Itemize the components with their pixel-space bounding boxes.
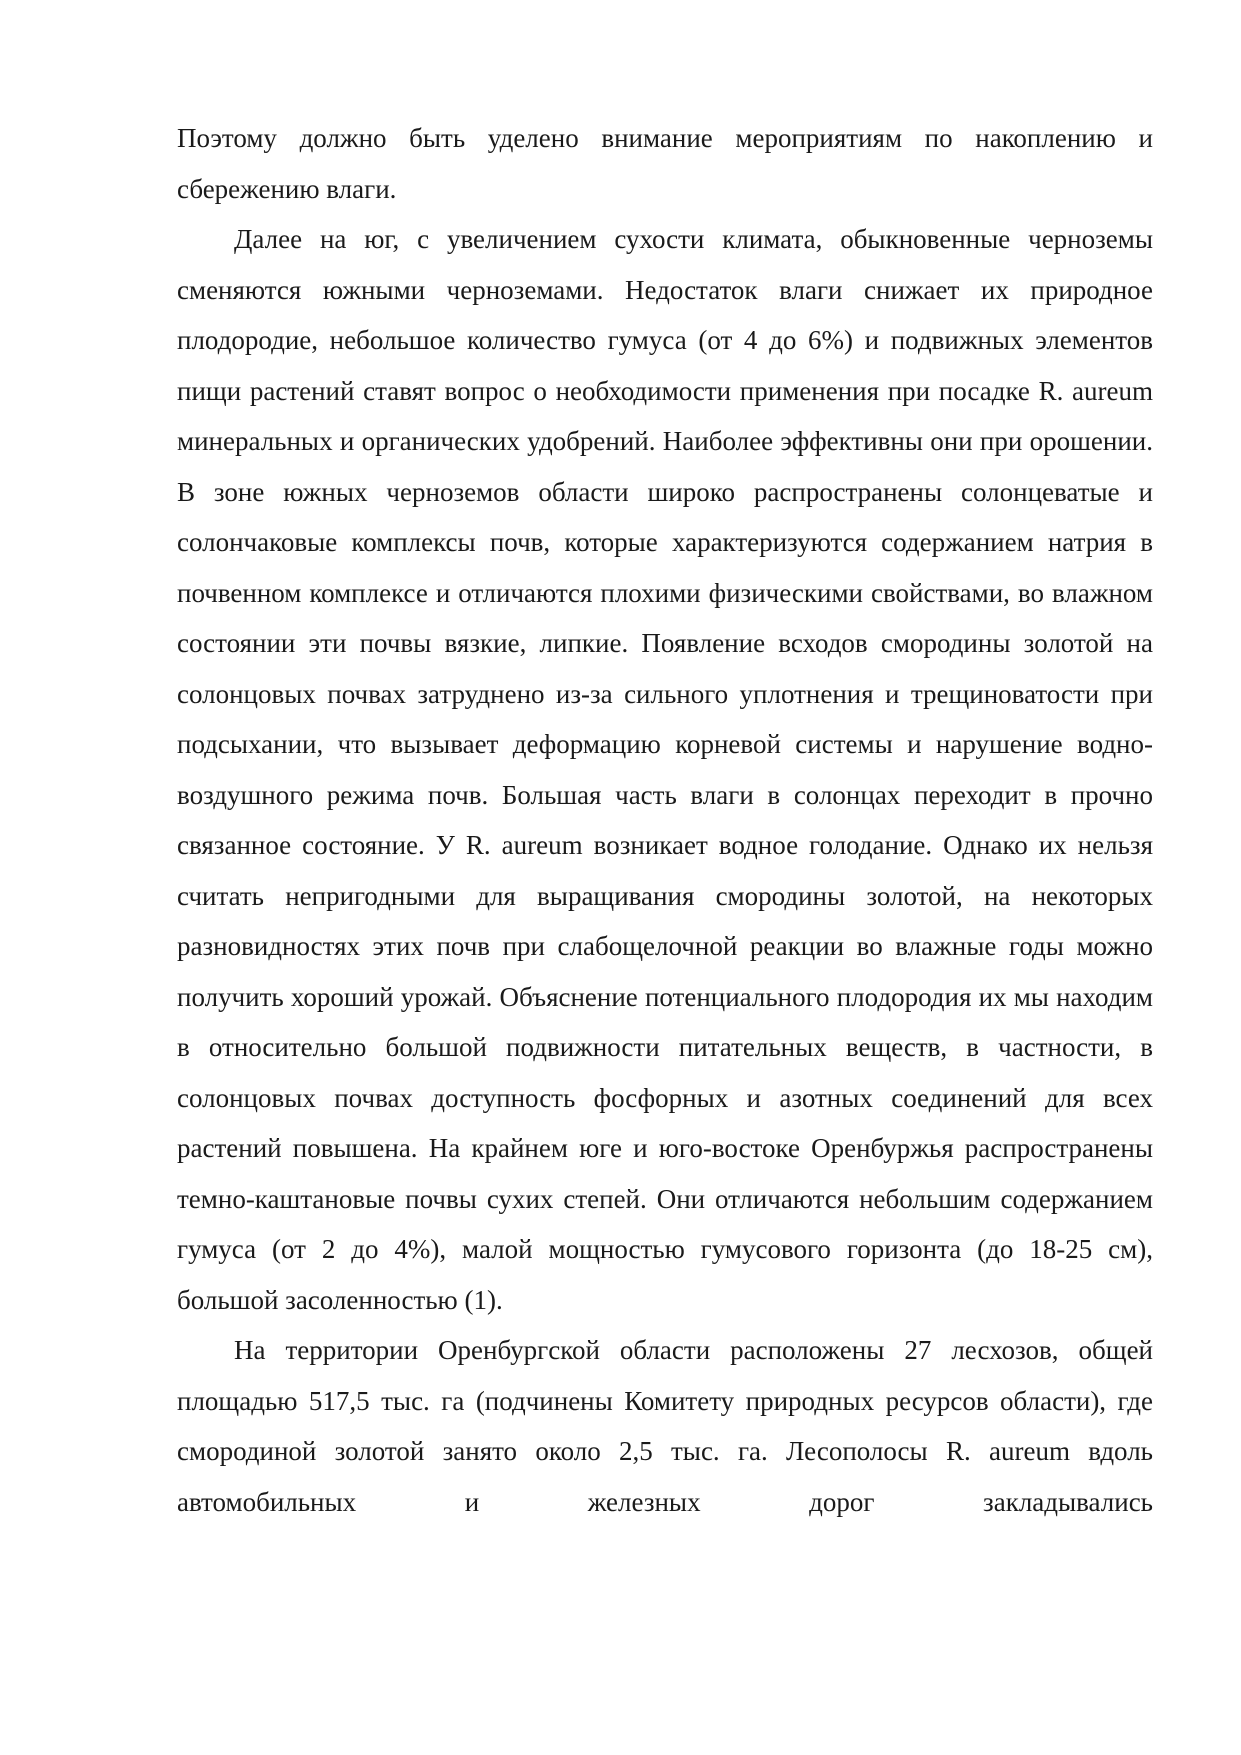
paragraph-2: Далее на юг, с увеличением сухости климата, обыкновенные черноземы сменяются южными черноземами. Недостаток влаги снижает их природное плодородие, небольшое количество гумуса (от 4 до 6%) и подвижных элементов пищи растений ставят вопрос о необходимости применения при посадке R. aureum минеральных и органических удобрений. Наиболее эффективны они при орошении. В зоне южных черноземов области широко распространены солонцеватые и солончаковые комплексы почв, которые характеризуются содержанием натрия в почвенном комплексе и отличаются плохими физическими свойствами, во влажном состоянии эти почвы вязкие, липкие. Появление всходов смородины золотой на солонцовых почвах затруднено из-за сильного уплотнения и трещиноватости при подсыхании, что вызывает деформацию корневой системы и нарушение водно-воздушного режима почв. Большая часть влаги в солонцах переходит в прочно связанное состояние. У R. aureum возникает водное голодание. Однако их нельзя считать непригодными для выращивания смородины золотой, на некоторых разновидностях этих почв при слабощелочной реакции во влажные годы можно получить хороший урожай. Объяснение потенциального плодородия их мы находим в относительно большой подвижности питательных веществ, в частности, в солонцовых почвах доступность фосфорных и азотных соединений для всех растений повышена. На крайнем юге и юго-востоке Оренбуржья распространены темно-каштановые почвы сухих степей. Они отличаются небольшим содержанием гумуса (от 2 до 4%), малой мощностью гумусового горизонта (до 18-25 см), большой засоленностью (1).	[177, 224, 1153, 1315]
paragraph-1: Поэтому должно быть уделено внимание мероприятиям по накоплению и сбережению влаги.	[177, 123, 1153, 204]
paragraph-3: На территории Оренбургской области расположены 27 лесхозов, общей площадью 517,5 тыс. га (подчинены Комитету природных ресурсов области), где смородиной золотой занято около 2,5 тыс. га. Лесополосы R. aureum вдоль автомобильных и железных дорог закладывались	[177, 1335, 1153, 1517]
body-text	[177, 113, 1153, 1527]
